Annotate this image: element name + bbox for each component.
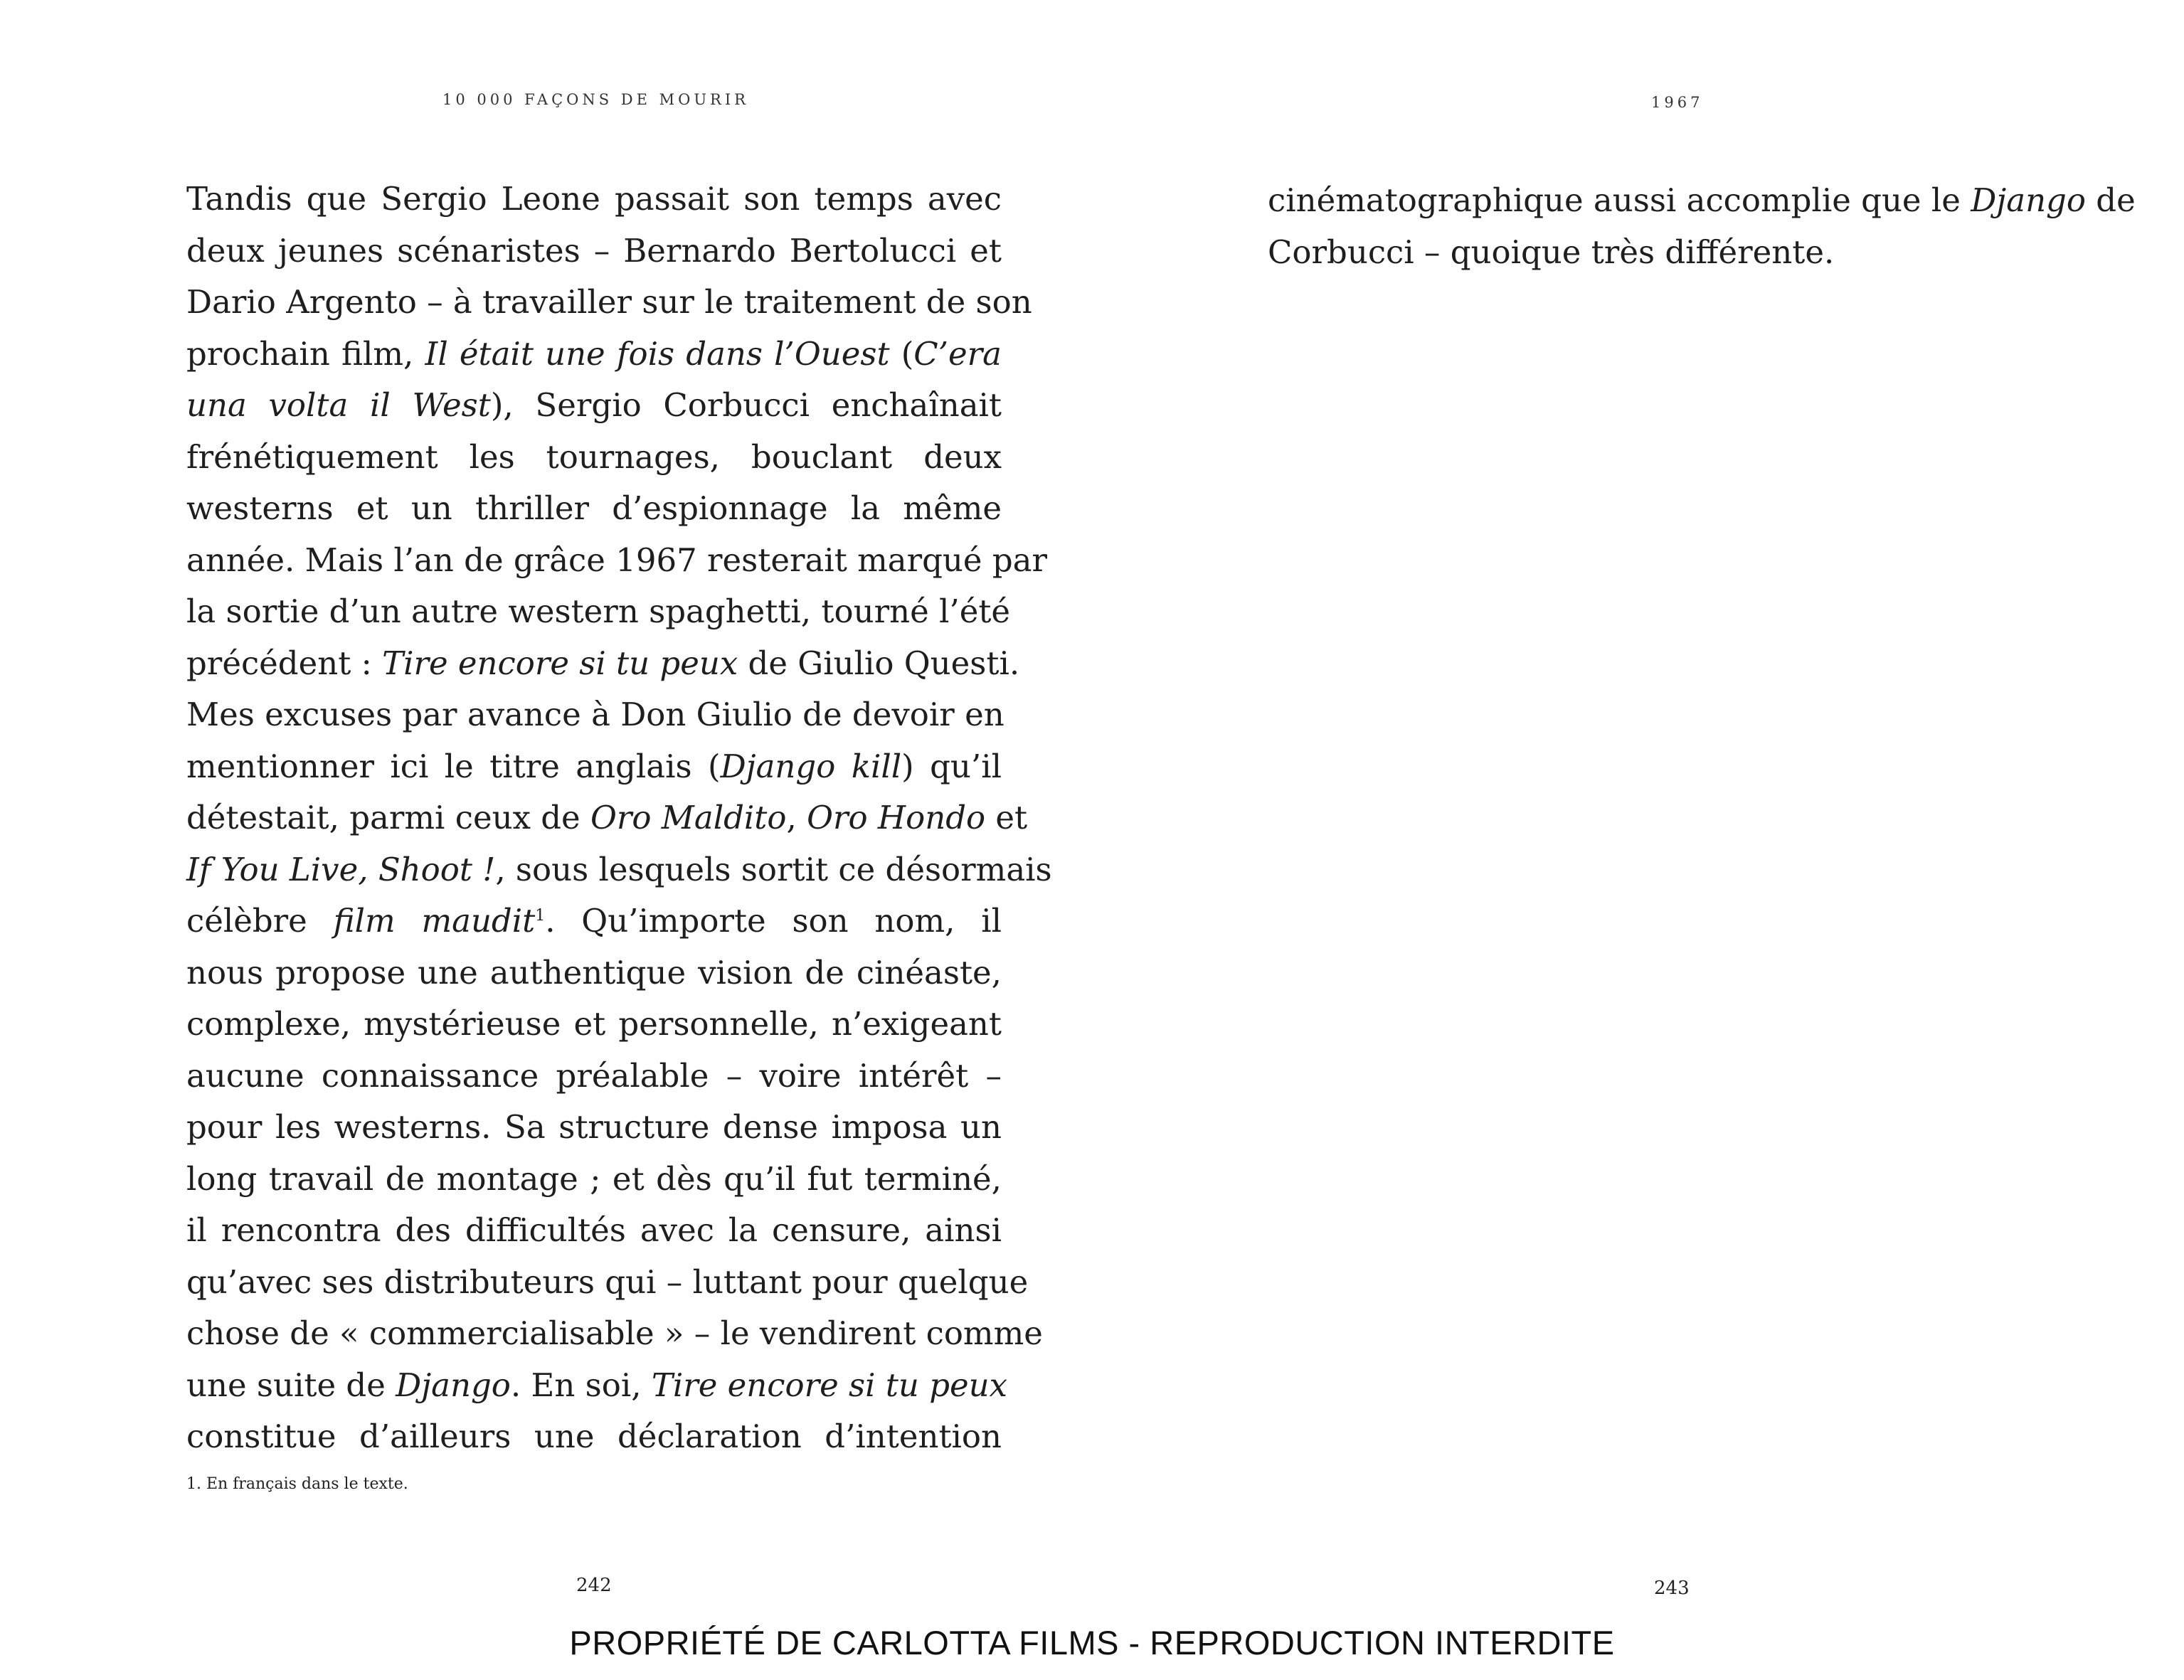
text-run: de (2085, 181, 2136, 219)
text-run: ) qu’il (901, 747, 1002, 785)
body-text-left (186, 174, 1052, 1463)
text-run: Dario Argento – à travailler sur le traitement de son (186, 283, 1032, 321)
italic-title: una volta il West (186, 386, 491, 424)
text-line (1268, 227, 2129, 279)
watermark-notice: PROPRIÉTÉ DE CARLOTTA FILMS - REPRODUCTION INTERDITE (569, 1624, 1615, 1662)
text-line (186, 792, 1028, 844)
text-line (186, 483, 1002, 535)
text-run: et (985, 799, 1028, 836)
text-line (186, 689, 1002, 741)
italic-title: C’era (913, 334, 1002, 373)
text-run: . En soi, (510, 1366, 652, 1404)
text-line (186, 1411, 1002, 1463)
text-run: aucune connaissance préalable – voire intérêt – (186, 1056, 1002, 1095)
body-text-right (1268, 175, 2136, 278)
text-line (1268, 175, 2136, 227)
text-line (186, 844, 1052, 896)
text-line (186, 225, 1002, 277)
italic-title: Tire encore si tu peux (651, 1366, 1007, 1404)
footnote: 1. En français dans le texte. (186, 1475, 408, 1493)
text-run: prochain film, (186, 334, 425, 373)
running-head-left: 10 000 FAÇONS DE MOURIR (442, 91, 749, 108)
text-run: Tandis que Sergio Leone passait son temps avec (186, 180, 1002, 218)
text-run: une suite de (186, 1366, 396, 1404)
text-line (186, 1102, 1002, 1154)
text-run: année. Mais l’an de grâce 1967 resterait marqué par (186, 541, 1047, 579)
text-line (186, 174, 1002, 225)
text-run: constitue d’ailleurs une déclaration d’intention (186, 1418, 1002, 1455)
text-run: célèbre (186, 902, 334, 940)
text-line (186, 432, 1002, 484)
text-run: nous propose une authentique vision de cinéaste, (186, 953, 1002, 991)
italic-title: Oro Hondo (807, 799, 986, 836)
text-run: détestait, parmi ceux de (186, 799, 590, 836)
text-line (186, 535, 1047, 587)
right-page (1092, 0, 2184, 1680)
text-line (186, 999, 1002, 1051)
text-line (186, 1051, 1002, 1102)
text-line (186, 947, 1002, 999)
italic-title: Django (1971, 181, 2086, 219)
text-line (186, 1308, 1043, 1360)
text-line (186, 380, 1002, 432)
text-line (186, 638, 1020, 690)
italic-title: Tire encore si tu peux (382, 644, 738, 682)
text-run: , sous lesquels sortit ce désormais (495, 850, 1052, 888)
italic-title: Oro Maldito (590, 799, 787, 836)
text-run: pour les westerns. Sa structure dense imposa un (186, 1108, 1002, 1146)
text-run: deux jeunes scénaristes – Bernardo Bertolucci et (186, 231, 1002, 270)
italic-title: Django kill (720, 747, 902, 785)
running-head-right: 1967 (1651, 94, 1704, 111)
text-run: qu’avec ses distributeurs qui – luttant pour quelque (186, 1262, 1029, 1301)
text-line (186, 1154, 1002, 1206)
text-run: ), Sergio Corbucci enchaînait (490, 386, 1002, 424)
text-run: la sortie d’un autre western spaghetti, tourné l’été (186, 592, 1011, 630)
text-run: long travail de montage ; et dès qu’il fut terminé, (186, 1159, 1002, 1198)
text-run: il rencontra des difficultés avec la censure, ainsi (186, 1211, 1002, 1249)
text-line (186, 1205, 1002, 1257)
page-number-left: 242 (576, 1575, 612, 1596)
page-number-right: 243 (1654, 1578, 1690, 1599)
italic-title: Django (396, 1366, 511, 1404)
text-run: , (786, 799, 807, 836)
text-run: Mes excuses par avance à Don Giulio de devoir en (186, 696, 1004, 733)
text-run: westerns et un thriller d’espionnage la même (186, 489, 1002, 527)
text-line (186, 741, 1002, 793)
text-run: cinématographique aussi accomplie que le (1268, 181, 1971, 219)
italic-title: Il était une fois dans l’Ouest (425, 334, 890, 373)
text-line (186, 586, 1011, 638)
text-run: précédent : (186, 644, 383, 682)
italic-title: film maudit (333, 902, 536, 940)
text-run: . Qu’importe son nom, il (545, 902, 1002, 940)
text-line (186, 895, 1002, 947)
footnote-reference: 1 (535, 907, 546, 925)
text-line (186, 329, 1002, 381)
text-run: ( (889, 334, 914, 373)
text-run: de Giulio Questi. (738, 644, 1020, 682)
text-run: complexe, mystérieuse et personnelle, n’exigeant (186, 1005, 1002, 1043)
text-run: chose de « commercialisable » – le vendirent comme (186, 1314, 1043, 1352)
italic-title: If You Live, Shoot ! (186, 850, 496, 888)
text-line (186, 277, 1032, 329)
text-line (186, 1257, 1029, 1309)
text-run: mentionner ici le titre anglais ( (186, 747, 721, 785)
text-line (186, 1360, 1007, 1412)
text-run: Corbucci – quoique très différente. (1268, 233, 1835, 271)
text-run: frénétiquement les tournages, bouclant deux (186, 437, 1002, 476)
